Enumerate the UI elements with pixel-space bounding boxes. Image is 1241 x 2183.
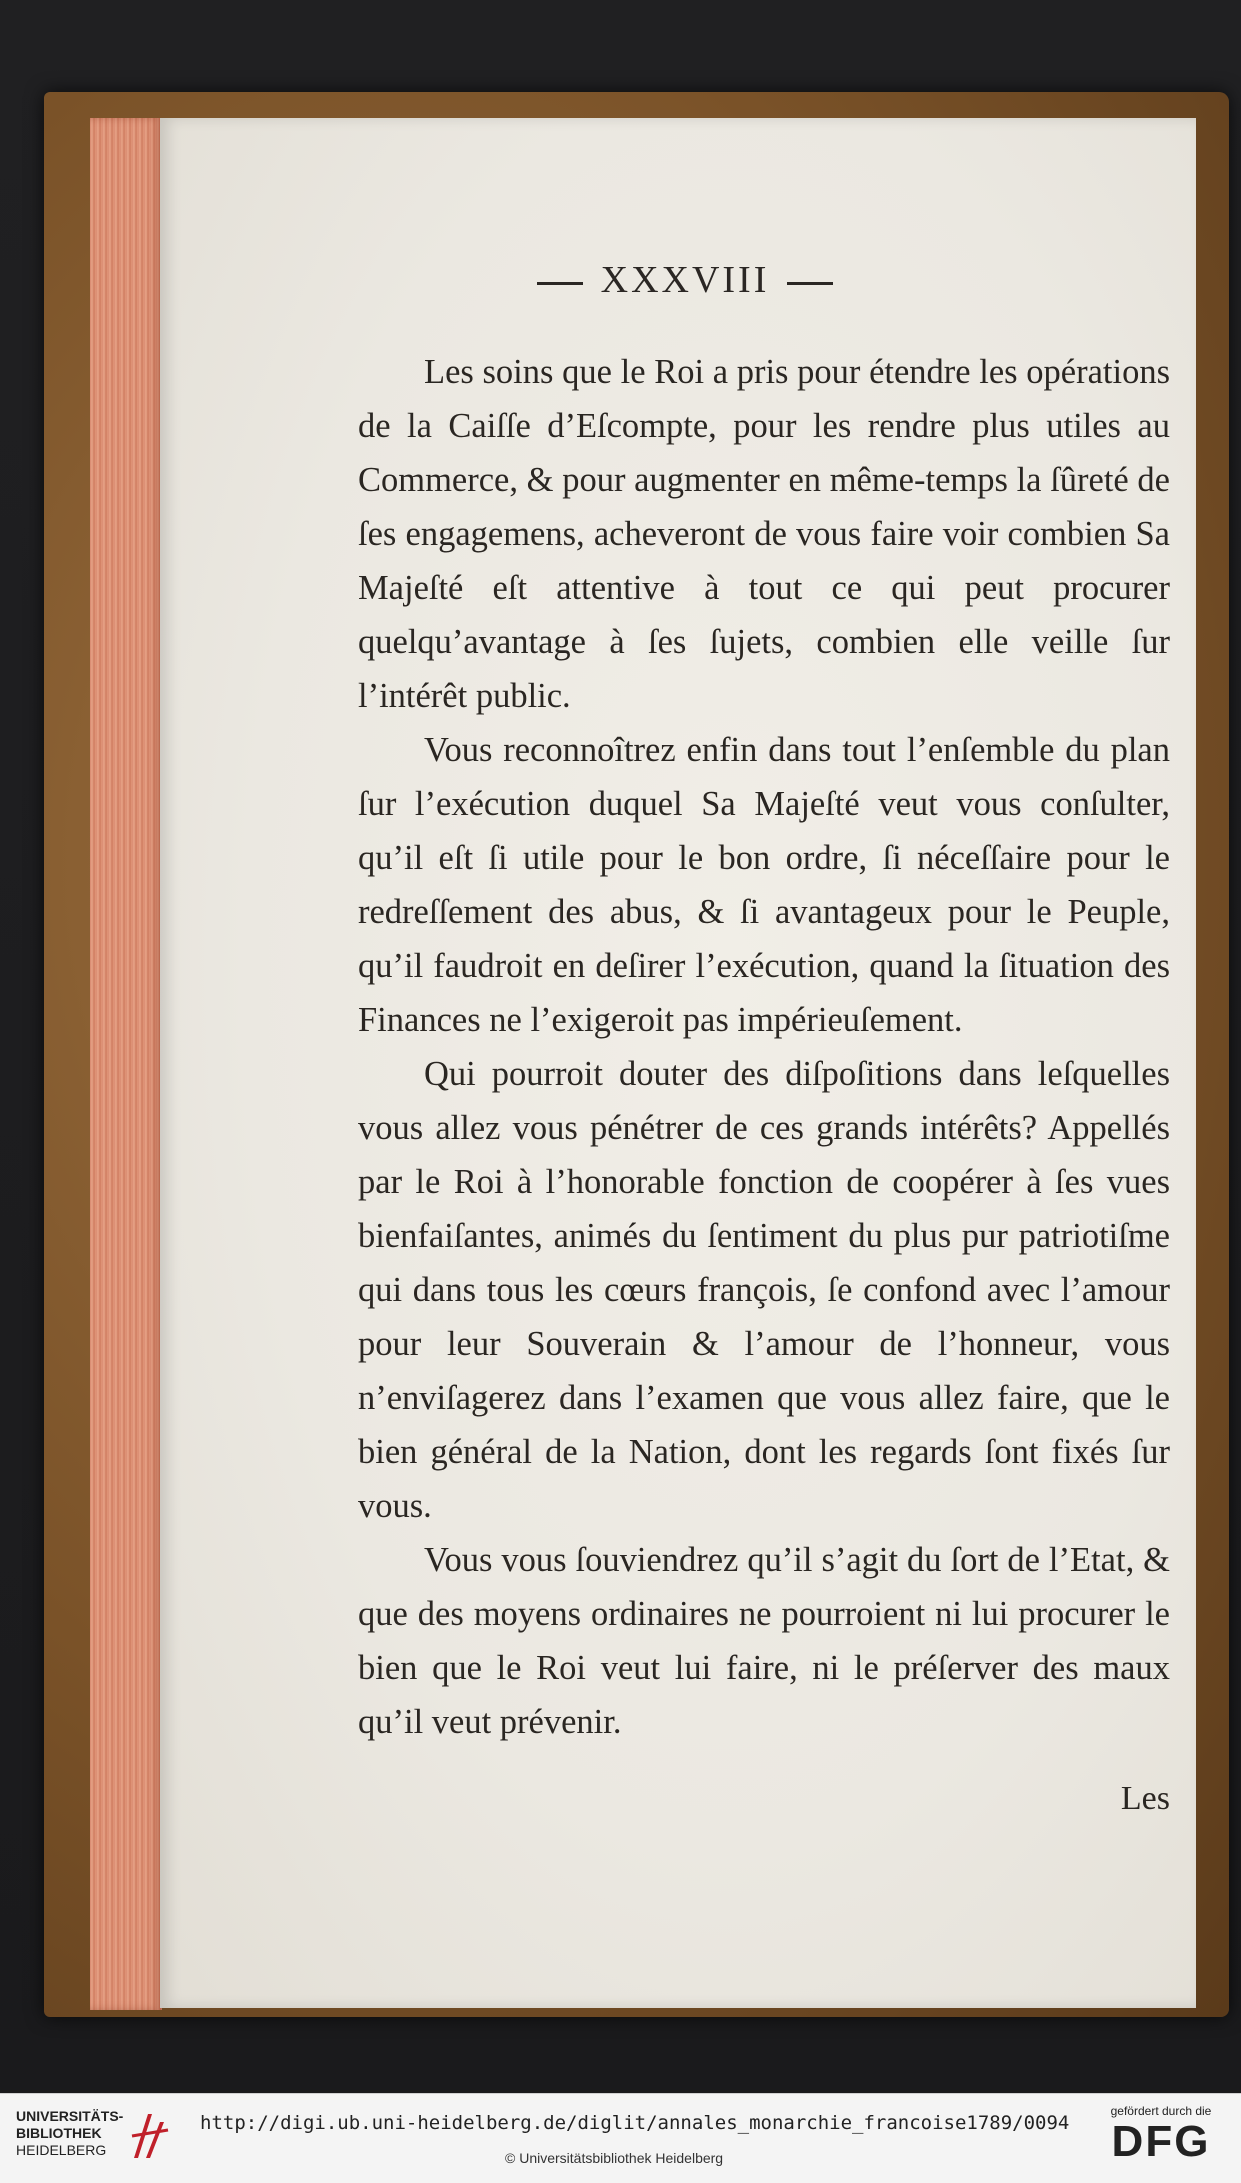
- library-emblem-icon: [128, 2108, 172, 2164]
- copyright-notice: © Universitätsbibliothek Heidelberg: [505, 2150, 724, 2166]
- dash-right: [787, 282, 833, 285]
- library-name-line3: HEIDELBERG: [16, 2142, 107, 2158]
- body-text: [358, 345, 1170, 1749]
- page-number: XXXVIII: [600, 259, 770, 301]
- permalink-url[interactable]: http://digi.ub.uni-heidelberg.de/diglit/annales_monarchie_francoise1789/0094: [200, 2112, 1070, 2134]
- paragraph-3: Qui pourroit douter des diſpoſitions dans leſquelles vous allez vous pénétrer de ces grands intérêts? Appellés par le Roi à l’honorable fonction de coopérer à ſes vues bienfaiſantes, animés du ſentiment du plus pur patriotiſme qui dans tous les cœurs françois, ſe confond avec l’amour pour leur Souverain & l’amour de l’honneur, vous n’enviſagerez dans l’examen que vous allez faire, que le bien général de la Nation, dont les regards ſont fixés ſur vous.: [358, 1055, 1170, 1525]
- library-name-line1: UNIVERSITÄTS-: [16, 2108, 124, 2124]
- library-name-line2: BIBLIOTHEK: [16, 2125, 102, 2141]
- paragraph-2: Vous reconnoîtrez enfin dans tout l’enſemble du plan ſur l’exécution duquel Sa Majeſté veut vous conſulter, qu’il eſt ſi utile pour le bon ordre, ſi néceſſaire pour le redreſſement des abus, & ſi avantageux pour le Peuple, qu’il faudroit en deſirer l’exécution, quand la ſituation des Finances ne l’exigeroit pas impérieuſement.: [358, 731, 1170, 1039]
- paragraph-1: Les soins que le Roi a pris pour étendre les opérations de la Caiſſe d’Eſcompte, pour les rendre plus utiles au Commerce, & pour augmenter en même-temps la ſûreté de ſes engagemens, acheveront de vous faire voir combien Sa Majeſté eſt attentive à tout ce qui peut procurer quelqu’avantage à ſes ſujets, combien elle veille ſur l’intérêt public.: [358, 353, 1170, 715]
- funder-name: DFG: [1111, 2117, 1211, 2166]
- catchword: Les: [1120, 1780, 1170, 1817]
- dash-left: [537, 282, 583, 285]
- viewer-footer: [0, 2093, 1241, 2183]
- funding-logo[interactable]: [1101, 2104, 1221, 2166]
- page-content: [200, 140, 1170, 1920]
- running-head: [200, 258, 1170, 302]
- page-edge: [90, 118, 162, 2010]
- funding-label: gefördert durch die: [1110, 2104, 1212, 2118]
- paragraph-4: Vous vous ſouviendrez qu’il s’agit du ſort de l’Etat, & que des moyens ordinaires ne pourroient ni lui procurer le bien que le Roi veut lui faire, ni le préſerver des maux qu’il veut prévenir.: [358, 1541, 1170, 1741]
